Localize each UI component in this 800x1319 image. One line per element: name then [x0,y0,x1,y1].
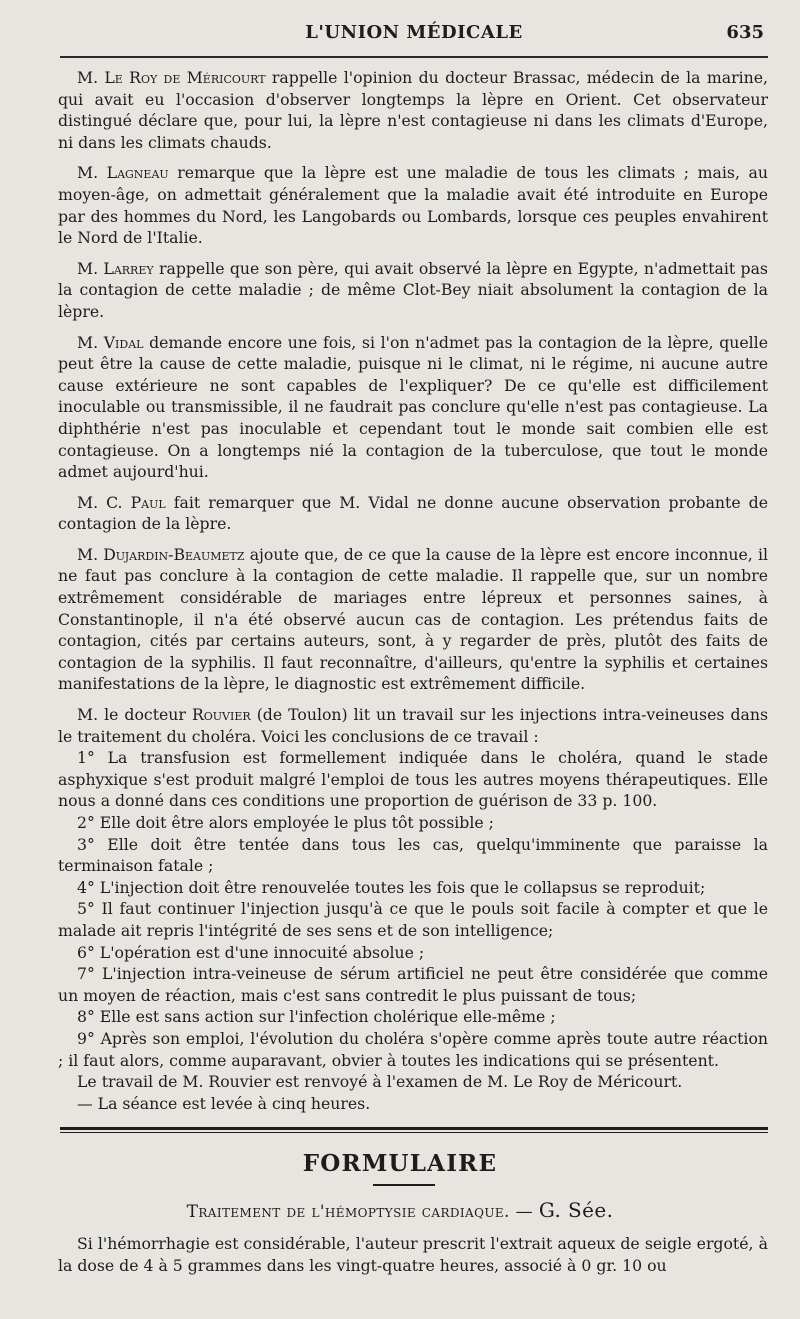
article-body [58,67,768,1114]
paragraph-text: (de Toulon) lit un travail sur les injections intra-veineuses dans le traitement du choléra. Voici les conclusions de ce travail : [58,705,768,746]
speaker-name: M. Le Roy de Méricourt [77,68,266,87]
paragraph-text: fait remarquer que M. Vidal ne donne aucune observation probante de contagion de la lèpre. [58,492,768,534]
speaker-name: M. Larrey [77,258,154,278]
journal-title: L'UNION MÉDICALE [305,22,523,43]
speaker-name: M. Lagneau [77,163,169,183]
paragraph-text: ajoute que, de ce que la cause de la lèpre est encore inconnue, il ne faut pas conclure à la contagion de cette maladie. Il rappelle que, sur un nombre extrêmement considérable de mariages entre lépreux et personnes saines, à Constantinople, il n'a été observé aucun cas de contagion. Les prétendus faits de contagion, cités par certains auteurs, sont, à y regarder de près, plutôt des faits de contagion de la syphilis. Il faut reconnaître, d'ailleurs, qu'entre la syphilis et certaines manifestations de la lèpre, le diagnostic est extrêmement difficile. [58,544,768,694]
section-subtitle [0,1198,800,1222]
conclusion-item: 3° Elle doit être tentée dans tous les cas, quelqu'imminente que paraisse la terminaison fatale ; [58,834,768,876]
title-rule [373,1184,435,1186]
conclusion-item: 6° L'opération est d'une innocuité absolue ; [77,942,425,962]
paragraph [58,258,768,323]
conclusion-item: 2° Elle doit être alors employée le plus tôt possible ; [77,813,494,832]
paragraph-text: remarque que la lèpre est une maladie de tous les climats ; mais, au moyen-âge, on admettait généralement que la maladie avait été introduite en Europe par des hommes du Nord, les Langobards ou Lombards, lorsque ces peuples envahirent le Nord de l'Italie. [58,163,768,248]
header-rule [60,56,768,58]
page-number: 635 [726,22,764,43]
conclusion-item: 9° Après son emploi, l'évolution du choléra s'opère comme après toute autre réaction ; il faut alors, comme auparavant, obvier à toutes les indications qui se présentent. [58,1028,768,1070]
paragraph [58,67,768,153]
section-divider [60,1127,768,1135]
subtitle-text: Traitement de l'hémoptysie cardiaque. — [186,1202,534,1222]
conclusion-item: 1° La transfusion est formellement indiquée dans le choléra, quand le stade asphyxique s'est produit malgré l'emploi de tous les autres moyens thérapeutiques. Elle nous a donné dans ces conditions une proportion de guérison de 33 p. 100. [58,748,768,811]
closing-line: — La séance est levée à cinq heures. [77,1093,371,1113]
divider-thin-rule [60,1132,768,1133]
paragraph-text: demande encore une fois, si l'on n'admet pas la contagion de la lèpre, quelle peut être la cause de cette maladie, puisque ni le climat, ni le régime, ni aucune autre cause extérieure ne sont capables de l'expliquer? De ce qu'elle est difficilement inoculable ou transmissible, il ne faudrait pas conclure qu'elle n'est pas contagieuse. La diphthérie n'est pas inoculable et cependant tout le monde sait combien elle est contagieuse. On a longtemps nié la contagion de la tuberculose, que tout le monde admet aujourd'hui. [58,332,768,482]
formulaire-body [58,1233,768,1276]
divider-thick-rule [60,1127,768,1130]
subtitle-author: G. Sée. [538,1198,614,1222]
paragraph [58,492,768,535]
speaker-name: M. C. Paul [77,492,166,512]
running-header [60,20,768,60]
speaker-name: M. Vidal [77,332,144,352]
speaker-name: M. Dujardin-Beaumetz [77,544,245,564]
closing-line: Le travail de M. Rouvier est renvoyé à l'examen de M. Le Roy de Méricourt. [77,1072,683,1092]
section-title: FORMULAIRE [302,1150,498,1177]
speaker-name: Rouvier [191,705,251,725]
speaker-prefix: M. le docteur [77,705,186,725]
paragraph-text: rappelle l'opinion du docteur Brassac, médecin de la marine, qui avait eu l'occasion d'observer longtemps la lèpre en Orient. Cet observateur distingué déclare que, pour lui, la lèpre n'est contagieuse ni dans les climats d'Europe, ni dans les climats chauds. [58,68,768,152]
paragraph-text: Si l'hémorrhagie est considérable, l'auteur prescrit l'extrait aqueux de seigle ergoté, à la dose de 4 à 5 grammes dans les vingt-quatre heures, associé à 0 gr. 10 ou [58,1234,768,1275]
conclusion-item: 8° Elle est sans action sur l'infection cholérique elle-même ; [77,1007,556,1027]
rouvier-intro [58,704,768,747]
paragraph [58,162,768,248]
conclusion-item: 5° Il faut continuer l'injection jusqu'à ce que le pouls soit facile à compter et que le malade ait repris l'intégrité de ses sens et de son intelligence; [58,899,768,940]
conclusion-item: 7° L'injection intra-veineuse de sérum artificiel ne peut être considérée que comme un moyen de réaction, mais c'est sans contredit le plus puissant de tous; [58,964,768,1005]
paragraph [58,332,768,483]
paragraph [58,544,768,695]
paragraph-text: rappelle que son père, qui avait observé la lèpre en Egypte, n'admettait pas la contagion de cette maladie ; de même Clot-Bey niait absolument la contagion de la lèpre. [58,258,768,321]
conclusion-item: 4° L'injection doit être renouvelée toutes les fois que le collapsus se reproduit; [77,877,706,897]
